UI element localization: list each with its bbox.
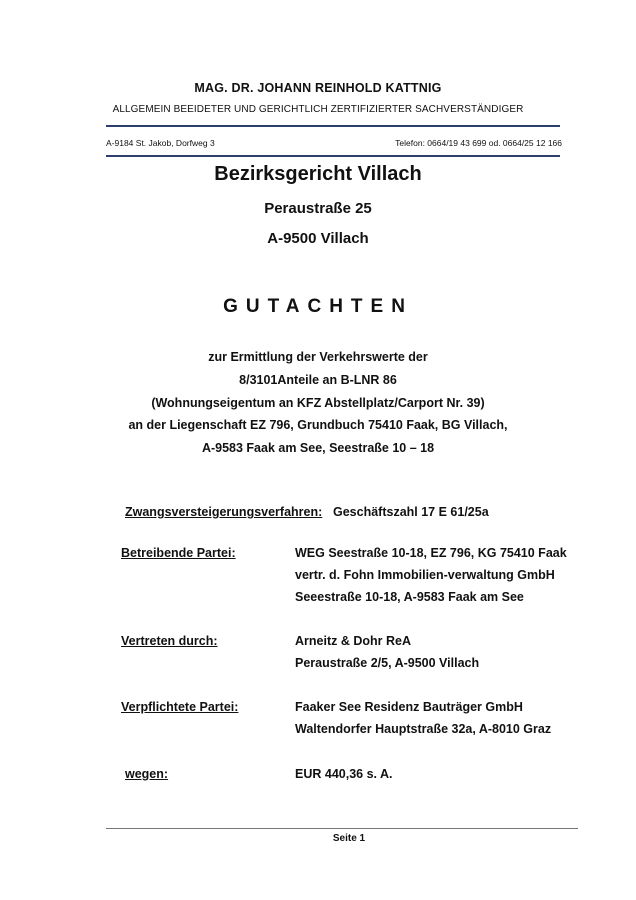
description-line-1: zur Ermittlung der Verkehrswerte der [208, 350, 428, 364]
party-line: WEG Seestraße 10-18, EZ 796, KG 75410 Faak [295, 546, 567, 560]
description-line-2: 8/3101Anteile an B-LNR 86 [239, 373, 397, 387]
procedure-value: Geschäftszahl 17 E 61/25a [333, 505, 489, 519]
header-divider-top [106, 125, 560, 127]
expert-phone: Telefon: 0664/19 43 699 od. 0664/25 12 166 [395, 138, 562, 148]
expert-name: MAG. DR. JOHANN REINHOLD KATTNIG [194, 81, 442, 95]
party-line: EUR 440,36 s. A. [295, 767, 393, 781]
expert-subtitle: ALLGEMEIN BEEIDETER UND GERICHTLICH ZERTIFIZIERTER SACHVERSTÄNDIGER [112, 104, 524, 115]
party-line: vertr. d. Fohn Immobilien-verwaltung GmbH [295, 568, 555, 582]
party-line: Waltendorfer Hauptstraße 32a, A-8010 Graz [295, 722, 552, 736]
party-label-reason: wegen: [125, 767, 169, 781]
court-city: A-9500 Villach [267, 230, 369, 247]
footer-divider [106, 828, 578, 829]
header-divider-bottom [106, 155, 560, 157]
procedure-label: Zwangsversteigerungsverfahren: [125, 505, 323, 519]
page-number: Seite 1 [332, 833, 366, 844]
description-line-4: an der Liegenschaft EZ 796, Grundbuch 75410 Faak, BG Villach, [128, 418, 508, 432]
party-line: Seeestraße 10-18, A-9583 Faak am See [295, 590, 524, 604]
party-line: Peraustraße 2/5, A-9500 Villach [295, 656, 480, 670]
party-label-defendant: Verpflichtete Partei: [121, 700, 239, 714]
party-label-representative: Vertreten durch: [121, 634, 218, 648]
court-street: Peraustraße 25 [264, 200, 372, 217]
party-line: Faaker See Residenz Bauträger GmbH [295, 700, 523, 714]
party-label-plaintiff: Betreibende Partei: [121, 546, 236, 560]
document-title: GUTACHTEN [223, 296, 413, 317]
description-line-3: (Wohnungseigentum an KFZ Abstellplatz/Carport Nr. 39) [151, 396, 485, 410]
expert-address: A-9184 St. Jakob, Dorfweg 3 [106, 138, 215, 148]
description-line-5: A-9583 Faak am See, Seestraße 10 – 18 [201, 441, 435, 455]
court-name: Bezirksgericht Villach [214, 163, 422, 185]
party-line: Arneitz & Dohr ReA [295, 634, 411, 648]
